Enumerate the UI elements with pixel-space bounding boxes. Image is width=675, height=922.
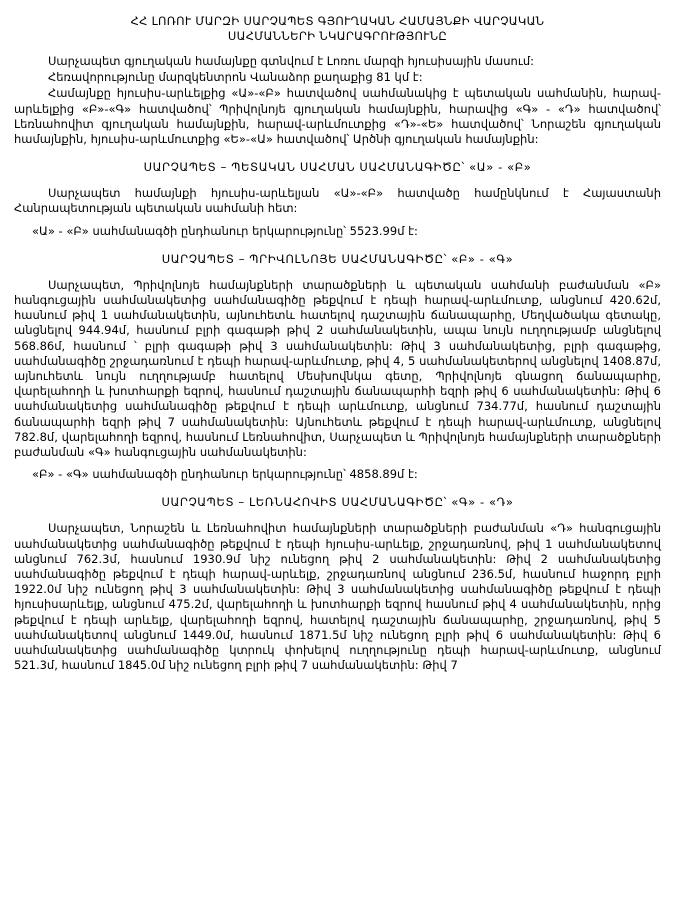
document-title-line-2: ՍԱՀՄԱՆՆԵՐԻ ՆԿԱՐԱԳՐՈՒԹՅՈՒՆԸ bbox=[227, 29, 448, 43]
section-paragraph: Սարչապետ համայնքի հյուսիս-արևելյան «Ա»-«Բ» հատվածը համընկնում է Հայաստանի Հանրապետության պետական սահմանի հետ: bbox=[14, 186, 661, 216]
section-heading: ՍԱՐՉԱՊԵՏ – ՊՐԻՎՈԼՆՈՅԵ ՍԱՀՄԱՆԱԳԻԾԸ՝ «Բ» - «Գ» bbox=[161, 251, 514, 266]
section-a-b bbox=[14, 160, 661, 239]
section-length-line: «Բ» - «Գ» սահմանագծի ընդհանուր երկարությունը՝ 4858.89մ է: bbox=[32, 467, 418, 482]
document-title bbox=[27, 14, 648, 44]
intro-paragraph: Հեռավորությունը մարզկենտրոն Վանաձոր քաղաքից 81 կմ է: bbox=[48, 70, 423, 85]
section-heading: ՍԱՐՉԱՊԵՏ – ՊԵՏԱԿԱՆ ՍԱՀՄԱՆ ՍԱՀՄԱՆԱԳԻԾԸ՝ «Ա» - «Բ» bbox=[143, 160, 532, 175]
intro-paragraph: Համայնքը հյուսիս-արևելքից «Ա»-«Բ» հատվածով սահմանակից է պետական սահմանին, հարավ-արևելքից «Բ»-«Գ» հատվածով՝ Պրիվոլնոյե գյուղական համայնքին, հարավից «Գ» - «Դ» հատվածով՝ Լեռնահովիտ գյուղական համայնքին, հարավ-արևմուտքից «Դ»-«Ե» հատվածով՝ Նորաշեն գյուղական համայնքին, հյուսիս-արևմուտքից «Ե»-«Ա» հատվածով՝ Արծնի գյուղական համայնքին: bbox=[14, 86, 661, 147]
section-g-d bbox=[14, 495, 661, 673]
section-heading: ՍԱՐՉԱՊԵՏ – ԼԵՌՆԱՀՈՎԻՏ ՍԱՀՄԱՆԱԳԻԾԸ՝ «Գ» - «Դ» bbox=[161, 495, 514, 510]
document-title-line-1: ՀՀ ԼՈՌՈՒ ՄԱՐԶԻ ՍԱՐՉԱՊԵՏ ԳՅՈՒՂԱԿԱՆ ՀԱՄԱՅՆՔԻ ՎԱՐՉԱԿԱՆ bbox=[130, 14, 545, 28]
section-b-g bbox=[14, 252, 661, 483]
intro-block bbox=[14, 54, 661, 147]
intro-paragraph: Սարչապետ գյուղական համայնքը գտնվում է Լոռու մարզի հյուսիսային մասում: bbox=[48, 54, 534, 68]
section-paragraph: Սարչապետ, Պրիվոլնոյե համայնքների տարածքների և պետական սահմանի բաժանման «Բ» հանգուցային սահմանակետից սահմանագիծը թեքվում է դեպի հարավ-արևմուտք, անցնում 420.62մ, հասնում թիվ 1 սահմանակետին, այնուհետև հատելով դաշտային ճանապարհը, Մեղվածակա գետակը, անցնելով 944.94մ, հասնում բլրի գագաթի թիվ 2 սահմանակետին, ապա նույն ուղղությամբ անցնելով 568.86մ, հասնում ՝ բլրի գագաթի թիվ 3 սահմանակետին: Թիվ 3 սահմանակետից, բլրի գագաթից, սահմանագիծը շրջադառնում է դեպի հարավ-արևմուտք, թիվ 4, 5 սահմանակետերով անցնելով 1408.87մ, այնուհետև նույն ուղղությամբ հատելով Մեսխովնկա գետը, Պրիվոլնոյե գնացող ճանապարհը, վարելահողի և խոտհարքի եզրով, հասնում դաշտային ճանապարհի եզրի թիվ 6 սահմանակետին: Թիվ 6 սահմանակետից սահմանագիծը թեքվում է դեպի արևմուտք, անցնում 734.77մ, հասնում դաշտային ճանապարհի եզրի թիվ 7 սահմանակետին: Այնուհետև թեքվում է դեպի հարավ-արևմուտք, անցնելով 782.8մ, վարելահողի եզրով, հասնում Լեռնահովիտ, Սարչապետ և Պրիվոլնոյե համայնքների տարածքների բաժանման «Գ» հանգուցային սահմանակետին: bbox=[14, 277, 661, 460]
section-length-line: «Ա» - «Բ» սահմանագծի ընդհանուր երկարությունը՝ 5523.99մ է: bbox=[32, 223, 418, 238]
section-paragraph: Սարչապետ, Նորաշեն և Լեռնահովիտ համայնքների տարածքների բաժանման «Դ» հանգուցային սահմանակետից սահմանագիծը թեքվում է դեպի հյուսիս-արևելք, շրջադառնով, թիվ 1 սահմանակետով անցնում 762.3մ, հասնում 1930.9մ նիշ ունեցող թիվ 2 սահմանակետին: Թիվ 2 սահմանակետից սահմանագիծը թեքվում է դեպի հարավ-արևելք, շրջադառնով անցնում 236.5մ, հասնում հաջորդ բլրի 1922.0մ նիշ ունեցող թիվ 3 սահմանակետին: Թիվ 3 սահմանակետից սահմանագիծը թեքվում է դեպի հյուսիսարևելք, անցնում 475.2մ, վարելահողի և խոտհարքի եզրով հասնում թիվ 4 սահմանակետին, որից թեքվում է դեպի արևելք, վարելահողի եզրով, հատելով դաշտային ճանապարհը, շրջադառնով, թիվ 5 սահմանակետով անցնում 1449.0մ, հասնում 1871.5մ նիշ ունեցող բլրի թիվ 6 սահմանակետին: Թիվ 6 սահմանակետից սահմանագիծը կտրուկ փոխելով ուղղությունը դեպի հարավ-արևմուտք, անցնում 521.3մ, հասնում 1845.0մ նիշ ունեցող բլրի թիվ 7 սահմանակետին: Թիվ 7 bbox=[14, 521, 661, 673]
